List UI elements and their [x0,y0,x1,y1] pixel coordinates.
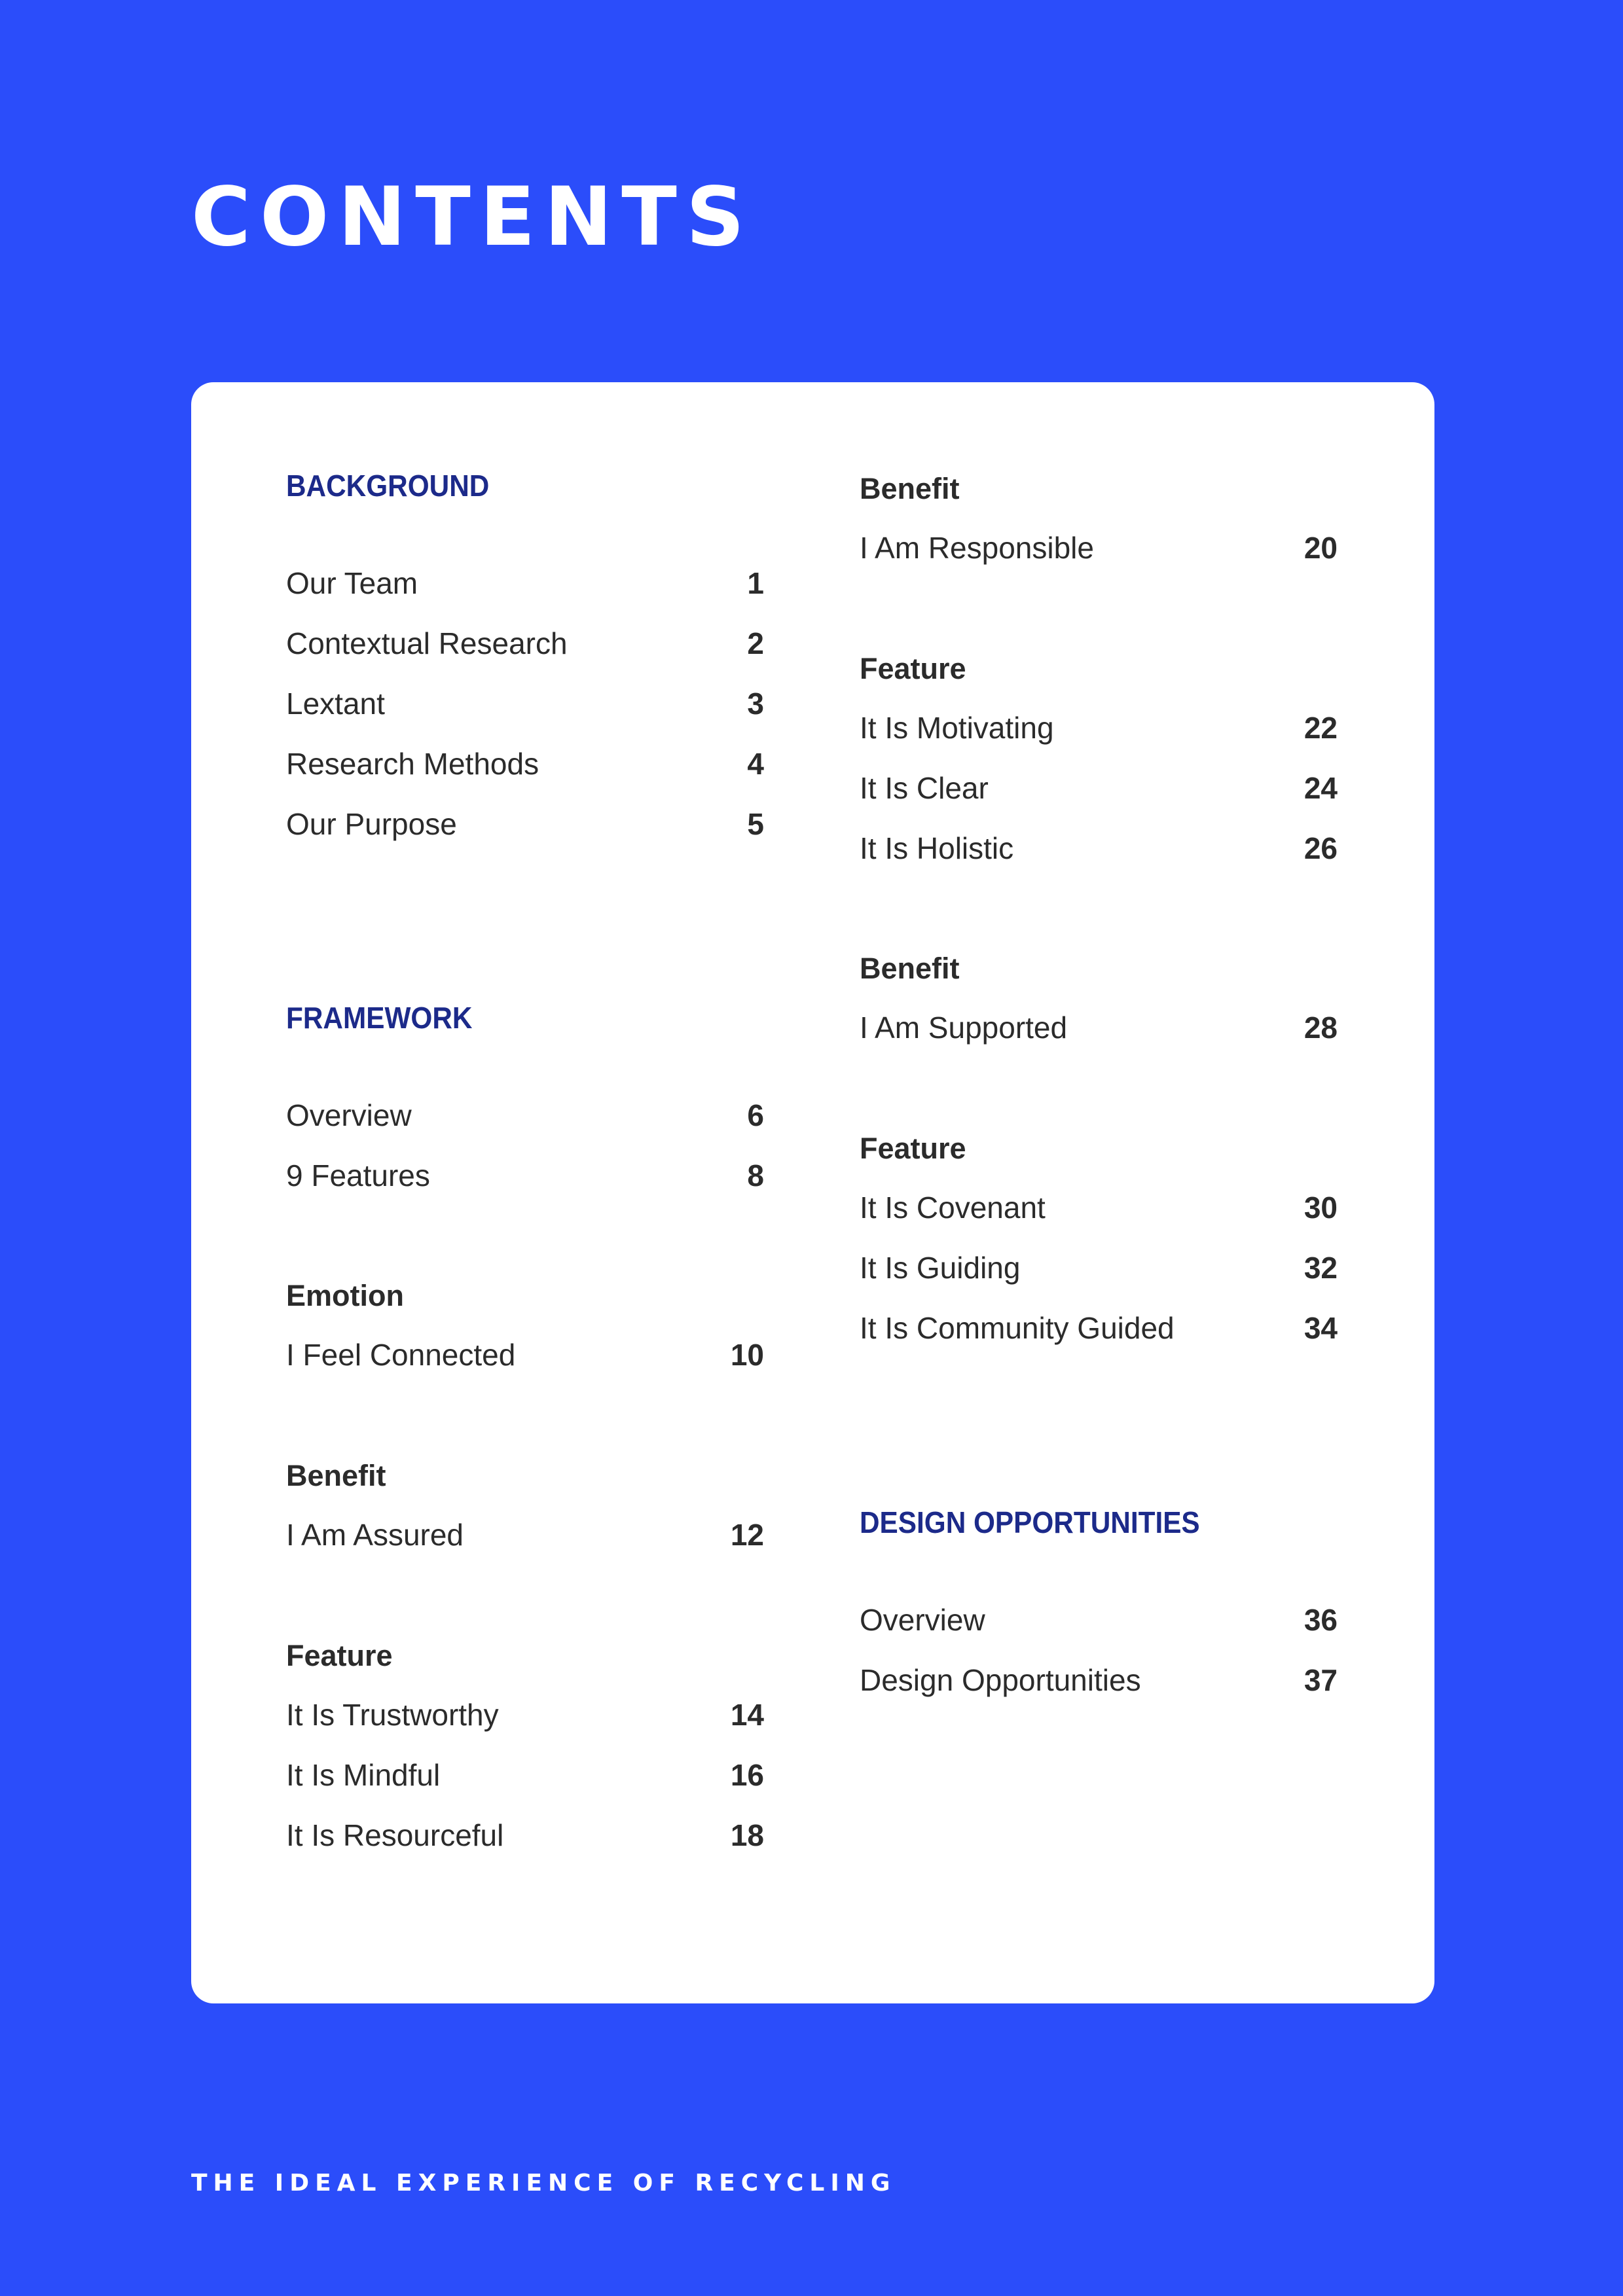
toc-entry-i-am-responsible[interactable] [860,528,1338,567]
toc-entry-label: It Is Holistic [860,831,1014,865]
toc-entry-page: 24 [1304,771,1338,805]
section-heading-background: BACKGROUND [286,469,490,503]
toc-entry-label: Overview [286,1098,412,1132]
subheading-benefit: Benefit [860,952,960,985]
toc-entry-page: 30 [1304,1191,1338,1225]
toc-entry-it-is-resourceful[interactable] [286,1816,764,1855]
toc-entry-page: 12 [730,1518,764,1552]
toc-entry-label: Research Methods [286,747,539,781]
toc-entry-contextual-research[interactable] [286,624,764,663]
toc-entry-page: 5 [747,807,764,841]
footer-tagline: THE IDEAL EXPERIENCE OF RECYCLING [191,2170,896,2197]
subheading-feature: Feature [286,1639,393,1672]
toc-entry-page: 20 [1304,531,1338,565]
toc-entry-it-is-clear[interactable] [860,768,1338,808]
toc-entry-label: 9 Features [286,1158,430,1193]
toc-entry-framework-overview[interactable] [286,1096,764,1135]
toc-entry-page: 18 [730,1818,764,1852]
toc-entry-label: Overview [860,1603,985,1637]
toc-entry-label: It Is Resourceful [286,1818,504,1852]
toc-entry-it-is-holistic[interactable] [860,829,1338,868]
subheading-benefit: Benefit [860,472,960,505]
toc-entry-page: 6 [747,1098,764,1132]
toc-entry-i-am-assured[interactable] [286,1515,764,1554]
toc-entry-label: It Is Clear [860,771,989,805]
toc-entry-label: It Is Guiding [860,1251,1021,1285]
toc-entry-page: 1 [747,566,764,600]
toc-entry-page: 8 [747,1158,764,1193]
toc-entry-label: It Is Trustworthy [286,1698,499,1732]
toc-entry-9-features[interactable] [286,1156,764,1195]
toc-entry-label: It Is Mindful [286,1758,441,1792]
toc-entry-design-overview[interactable] [860,1600,1338,1640]
toc-entry-label: I Feel Connected [286,1338,516,1372]
toc-entry-i-feel-connected[interactable] [286,1335,764,1374]
toc-entry-page: 16 [730,1758,764,1792]
toc-entry-label: I Am Assured [286,1518,464,1552]
subheading-feature: Feature [860,1132,966,1165]
toc-entry-our-purpose[interactable] [286,804,764,844]
toc-entry-label: Lextant [286,687,385,721]
toc-entry-it-is-motivating[interactable] [860,708,1338,747]
subheading-feature: Feature [860,652,966,685]
toc-entry-i-am-supported[interactable] [860,1008,1338,1047]
toc-entry-label: It Is Community Guided [860,1311,1175,1345]
toc-entry-page: 3 [747,687,764,721]
toc-entry-it-is-guiding[interactable] [860,1248,1338,1287]
toc-entry-it-is-community-guided[interactable] [860,1308,1338,1348]
section-heading-framework: FRAMEWORK [286,1001,473,1035]
toc-entry-page: 14 [730,1698,764,1732]
subheading-emotion: Emotion [286,1279,404,1312]
toc-entry-page: 4 [747,747,764,781]
toc-entry-page: 37 [1304,1663,1338,1697]
toc-entry-it-is-trustworthy[interactable] [286,1695,764,1734]
toc-entry-it-is-covenant[interactable] [860,1188,1338,1227]
toc-entry-design-opportunities[interactable] [860,1660,1338,1700]
toc-entry-lextant[interactable] [286,684,764,723]
contents-card [191,382,1434,2003]
toc-entry-our-team[interactable] [286,564,764,603]
toc-entry-page: 2 [747,626,764,660]
page-title: CONTENTS [191,170,754,264]
toc-entry-page: 22 [1304,711,1338,745]
toc-entry-page: 34 [1304,1311,1338,1345]
toc-entry-page: 26 [1304,831,1338,865]
section-heading-design-opportunities: DESIGN OPPORTUNITIES [860,1505,1200,1539]
toc-entry-label: It Is Covenant [860,1191,1046,1225]
toc-entry-label: Design Opportunities [860,1663,1141,1697]
toc-entry-label: I Am Responsible [860,531,1094,565]
toc-entry-label: I Am Supported [860,1011,1068,1045]
subheading-benefit: Benefit [286,1459,386,1492]
toc-entry-page: 32 [1304,1251,1338,1285]
toc-entry-it-is-mindful[interactable] [286,1755,764,1795]
toc-entry-label: Contextual Research [286,626,568,660]
toc-entry-label: Our Purpose [286,807,457,841]
toc-entry-page: 10 [730,1338,764,1372]
toc-entry-research-methods[interactable] [286,744,764,783]
toc-entry-page: 36 [1304,1603,1338,1637]
toc-entry-label: Our Team [286,566,418,600]
toc-entry-page: 28 [1304,1011,1338,1045]
toc-entry-label: It Is Motivating [860,711,1054,745]
